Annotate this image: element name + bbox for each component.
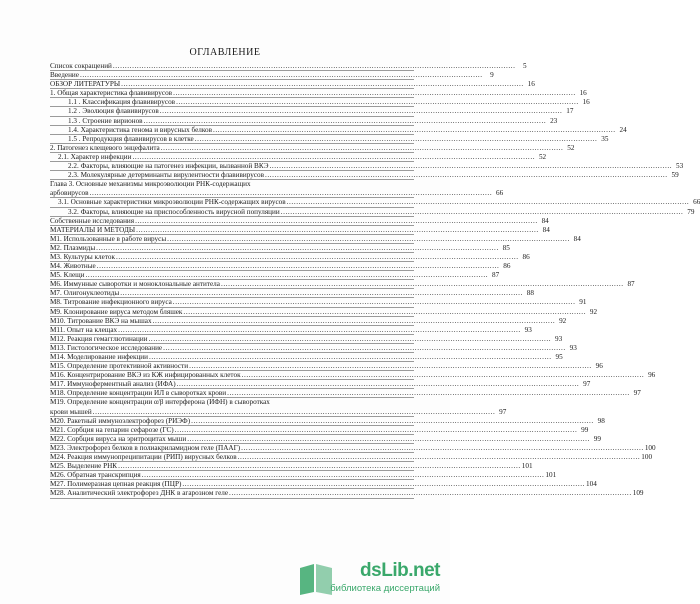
toc-entry-page: 93 bbox=[555, 334, 563, 343]
toc-entry bbox=[50, 80, 535, 89]
toc-entry-title: M24. Реакция иммунопреципитации (РИП) вирусных белков bbox=[50, 453, 237, 462]
toc-leader-dots bbox=[116, 253, 519, 262]
toc-leader-dots bbox=[86, 271, 489, 280]
toc-entry bbox=[50, 316, 567, 326]
toc-entry bbox=[50, 434, 601, 444]
toc-entry-title: M26. Обратная транскрипция bbox=[50, 471, 141, 480]
toc-entry bbox=[50, 234, 581, 244]
toc-entry-page: 93 bbox=[524, 325, 532, 334]
toc-entry-page: 101 bbox=[521, 462, 533, 471]
toc-entry-title: M21. Сорбция на гепарин сефарозе (ГС) bbox=[50, 425, 174, 434]
table-of-contents bbox=[50, 62, 700, 499]
toc-leader-dots bbox=[213, 126, 616, 135]
toc-entry bbox=[50, 98, 590, 107]
toc-entry-title: M4. Животные bbox=[50, 262, 96, 271]
toc-entry-title: арбовирусов bbox=[50, 189, 89, 198]
toc-entry bbox=[50, 107, 574, 116]
toc-entry-page: 16 bbox=[579, 89, 587, 98]
toc-entry-title: M13. Гистологическое исследование bbox=[50, 343, 163, 352]
toc-entry bbox=[50, 207, 695, 217]
toc-leader-dots bbox=[182, 480, 585, 489]
toc-entry-page: 96 bbox=[648, 371, 656, 380]
toc-entry-title: 1.5 . Репродукция флавивирусов в клетке bbox=[68, 134, 194, 143]
toc-entry-title: Введение bbox=[50, 71, 79, 80]
toc-leader-dots bbox=[173, 89, 576, 98]
toc-leader-dots bbox=[93, 408, 496, 417]
toc-entry bbox=[50, 362, 603, 371]
toc-entry-title: M20. Ракетный иммуноэлектрофорез (РИЭФ) bbox=[50, 416, 191, 425]
toc-entry-page: 59 bbox=[671, 171, 679, 180]
toc-leader-dots bbox=[121, 80, 524, 89]
toc-entry-page: 5 bbox=[522, 62, 527, 70]
toc-entry-title: M28. Аналитический электрофорез ДНК в агарозном геле bbox=[50, 489, 229, 498]
toc-entry bbox=[50, 162, 684, 171]
toc-entry bbox=[50, 371, 656, 380]
toc-leader-dots bbox=[238, 453, 641, 462]
toc-entry bbox=[50, 171, 679, 180]
toc-entry-title: 1.3 . Строение вирионов bbox=[68, 116, 143, 125]
toc-leader-dots bbox=[80, 71, 483, 80]
watermark-subtitle: библиотека диссертаций bbox=[330, 583, 440, 594]
toc-leader-dots bbox=[167, 235, 570, 244]
toc-leader-dots bbox=[265, 171, 668, 180]
toc-entry bbox=[50, 398, 414, 407]
toc-entry-page: 96 bbox=[595, 362, 603, 371]
toc-entry-page: 88 bbox=[526, 289, 534, 298]
toc-entry-page: 101 bbox=[545, 471, 557, 480]
toc-leader-dots bbox=[177, 380, 580, 389]
toc-leader-dots bbox=[229, 489, 632, 498]
toc-leader-dots bbox=[90, 189, 493, 198]
toc-entry-title: M23. Электрофорез белков в полиакриламидном геле (ПААГ) bbox=[50, 443, 241, 452]
toc-entry-page: 109 bbox=[632, 489, 644, 498]
toc-entry bbox=[50, 116, 558, 126]
toc-leader-dots bbox=[287, 198, 690, 207]
toc-entry-page: 99 bbox=[581, 425, 589, 434]
toc-entry-title: M11. Опыт на клещах bbox=[50, 325, 118, 334]
toc-leader-dots bbox=[173, 298, 576, 307]
toc-leader-dots bbox=[242, 371, 645, 380]
toc-leader-dots bbox=[136, 226, 539, 235]
toc-entry-title: M3. Культуры клеток bbox=[50, 252, 115, 261]
toc-entry-page: 85 bbox=[502, 243, 510, 252]
toc-leader-dots bbox=[281, 208, 684, 217]
toc-entry bbox=[50, 289, 534, 298]
toc-leader-dots bbox=[195, 135, 598, 144]
toc-entry bbox=[50, 134, 609, 144]
toc-entry-title: Собственные исследования bbox=[50, 216, 135, 225]
toc-entry-title: 2.1. Характер инфекции bbox=[58, 152, 132, 161]
toc-entry-page: 35 bbox=[601, 134, 609, 143]
toc-leader-dots bbox=[241, 444, 644, 453]
toc-leader-dots bbox=[153, 317, 556, 326]
toc-entry-title: 1.2 . Эволюция флавивирусов bbox=[68, 107, 159, 116]
toc-entry-title: M27. Полимеразная цепная реакция (ПЦР) bbox=[50, 480, 182, 489]
toc-leader-dots bbox=[163, 344, 566, 353]
toc-entry-title: Список сокращений bbox=[50, 62, 112, 70]
toc-entry-page: 16 bbox=[527, 80, 535, 89]
toc-entry-title: M22. Сорбция вируса на эритроцитах мыши bbox=[50, 434, 187, 443]
toc-leader-dots bbox=[113, 62, 516, 71]
toc-leader-dots bbox=[175, 426, 578, 435]
toc-entry-page: 53 bbox=[675, 162, 684, 171]
toc-entry bbox=[50, 407, 507, 417]
toc-leader-dots bbox=[149, 335, 552, 344]
toc-entry-title: 2.2. Факторы, влияющие на патогенез инфекции, вызванной ВКЭ bbox=[68, 162, 269, 171]
toc-entry-title: M25. Выделение РНК bbox=[50, 462, 118, 471]
toc-leader-dots bbox=[176, 98, 579, 107]
toc-leader-dots bbox=[227, 389, 630, 398]
toc-entry-page: 99 bbox=[593, 434, 601, 443]
toc-entry-page: 84 bbox=[542, 225, 550, 234]
toc-entry-title: 2.3. Молекулярные детерминанты вирулентности флавивирусов bbox=[68, 171, 264, 180]
toc-entry bbox=[50, 471, 557, 480]
toc-entry bbox=[50, 380, 591, 389]
toc-entry-page: 93 bbox=[569, 343, 577, 352]
toc-entry-page: 91 bbox=[579, 298, 587, 307]
toc-leader-dots bbox=[187, 435, 590, 444]
toc-entry-title: 3.2. Факторы, влияющие на приспособленность вирусной популяции bbox=[68, 207, 280, 216]
toc-entry-title: M10. Титрование ВКЭ на мышах bbox=[50, 316, 152, 325]
toc-entry bbox=[50, 71, 494, 80]
toc-entry-page: 87 bbox=[492, 271, 500, 280]
toc-entry-title: M7. Олигонуклеотиды bbox=[50, 289, 120, 298]
toc-entry-title: M8. Титрование инфекционного вируса bbox=[50, 298, 172, 307]
toc-entry bbox=[50, 198, 700, 207]
toc-entry bbox=[50, 125, 627, 135]
watermark bbox=[290, 560, 440, 596]
toc-entry bbox=[50, 62, 527, 71]
toc-leader-dots bbox=[191, 417, 594, 426]
toc-leader-dots bbox=[269, 162, 672, 171]
toc-entry bbox=[50, 271, 500, 280]
toc-entry-title: 1.4. Характеристика генома и вирусных белков bbox=[68, 125, 212, 134]
toc-entry-page: 52 bbox=[538, 152, 547, 161]
toc-entry bbox=[50, 462, 533, 471]
toc-entry-page: 84 bbox=[541, 216, 549, 225]
toc-leader-dots bbox=[118, 462, 521, 471]
toc-entry-page: 92 bbox=[589, 307, 598, 316]
toc-entry-title: Глава 3. Основные механизмы микроэволюции РНК-содержащих bbox=[50, 180, 251, 189]
toc-entry-page: 17 bbox=[566, 107, 574, 116]
toc-entry-page: 24 bbox=[619, 125, 627, 134]
toc-entry bbox=[50, 416, 605, 426]
toc-leader-dots bbox=[142, 471, 545, 480]
toc-leader-dots bbox=[118, 326, 521, 335]
toc-entry bbox=[50, 443, 656, 453]
toc-entry-page: 104 bbox=[586, 480, 597, 489]
toc-entry-title: M19. Определение концентрации α/β интерферона (ИФН) в сыворотках bbox=[50, 398, 270, 407]
toc-entry-title: 2. Патогенез клещевого энцефалита bbox=[50, 143, 160, 152]
toc-entry-page: 100 bbox=[644, 443, 656, 452]
toc-entry-title: 1.1 . Классификация флавивирусов bbox=[68, 98, 176, 107]
toc-entry bbox=[50, 425, 589, 435]
toc-leader-dots bbox=[132, 153, 535, 162]
toc-leader-dots bbox=[96, 244, 499, 253]
toc-leader-dots bbox=[149, 353, 552, 362]
toc-entry bbox=[50, 325, 532, 335]
toc-entry-page: 98 bbox=[597, 416, 605, 425]
toc-leader-dots bbox=[135, 217, 538, 226]
toc-leader-dots bbox=[221, 280, 624, 289]
toc-leader-dots bbox=[97, 262, 500, 271]
toc-entry bbox=[50, 189, 504, 198]
toc-entry-page: 97 bbox=[633, 389, 641, 398]
toc-entry-title: M14. Моделирование инфекции bbox=[50, 353, 148, 361]
toc-entry-page: 23 bbox=[550, 116, 558, 125]
toc-entry-page: 9 bbox=[490, 71, 494, 80]
toc-entry bbox=[50, 453, 653, 462]
toc-entry-page: 66 bbox=[693, 198, 700, 207]
toc-entry-title: МАТЕРИАЛЫ И МЕТОДЫ bbox=[50, 225, 136, 234]
toc-entry-title: M6. Иммунные сыворотки и моноклональные антитела bbox=[50, 280, 220, 289]
toc-entry-page: 16 bbox=[582, 98, 590, 107]
toc-entry-title: M1. Использованные в работе вирусы bbox=[50, 234, 167, 243]
toc-leader-dots bbox=[161, 144, 564, 153]
toc-entry bbox=[50, 262, 511, 271]
toc-entry bbox=[50, 243, 510, 253]
toc-entry bbox=[50, 225, 550, 235]
toc-entry-page: 79 bbox=[687, 207, 695, 216]
toc-entry bbox=[50, 480, 597, 489]
toc-entry bbox=[50, 143, 575, 153]
toc-entry-page: 86 bbox=[522, 252, 530, 261]
page-title: ОГЛАВЛЕНИЕ bbox=[189, 47, 261, 58]
toc-entry bbox=[50, 298, 587, 307]
toc-leader-dots bbox=[183, 308, 586, 317]
toc-entry bbox=[50, 89, 587, 98]
toc-entry-page: 92 bbox=[559, 316, 567, 325]
toc-leader-dots bbox=[189, 362, 592, 371]
toc-entry-page: 100 bbox=[641, 453, 653, 462]
toc-entry-page: 97 bbox=[583, 380, 591, 389]
toc-entry bbox=[50, 152, 547, 162]
toc-entry-title: M2. Плазмиды bbox=[50, 243, 96, 252]
toc-entry bbox=[50, 307, 598, 317]
toc-entry bbox=[50, 280, 635, 289]
toc-entry bbox=[50, 252, 530, 262]
toc-entry-page: 84 bbox=[573, 234, 581, 243]
toc-entry-title: M12. Реакция гемагглютинации bbox=[50, 334, 148, 343]
toc-entry-page: 97 bbox=[499, 407, 507, 416]
toc-leader-dots bbox=[144, 117, 547, 126]
toc-entry bbox=[50, 343, 577, 353]
toc-entry-title: M17. Иммуноферментный анализ (ИФА) bbox=[50, 380, 176, 389]
toc-entry-page: 86 bbox=[503, 262, 511, 271]
toc-entry bbox=[50, 389, 641, 398]
toc-entry bbox=[50, 353, 563, 362]
book-logo-icon bbox=[298, 562, 334, 596]
toc-entry bbox=[50, 216, 549, 226]
toc-entry bbox=[50, 334, 563, 344]
toc-entry-title: 3.1. Основные характеристики микроэволюции РНК-содержащих вирусов bbox=[58, 198, 286, 207]
toc-entry-title: M15. Определение протективной активности bbox=[50, 362, 189, 371]
toc-entry-title: 1. Общая характеристика флавивирусов bbox=[50, 89, 173, 98]
toc-entry-page: 87 bbox=[627, 280, 635, 289]
toc-entry-title: M16. Концентрирование ВКЭ из КЖ инфицированных клеток bbox=[50, 371, 241, 380]
toc-entry-title: M18. Определение концентрации ИЛ в сыворотках крови bbox=[50, 389, 227, 398]
toc-entry-page: 95 bbox=[555, 353, 563, 361]
toc-entry-title: крови мышей bbox=[50, 407, 92, 416]
toc-entry bbox=[50, 489, 644, 498]
toc-leader-dots bbox=[160, 107, 563, 116]
toc-entry-title: M9. Клонирование вируса методом бляшек bbox=[50, 307, 183, 316]
toc-entry-page: 66 bbox=[496, 189, 504, 198]
toc-entry-page: 52 bbox=[567, 143, 575, 152]
toc-entry bbox=[50, 180, 414, 189]
toc-entry-title: M5. Клещи bbox=[50, 271, 85, 280]
watermark-logo: dsLib.net bbox=[360, 560, 440, 581]
toc-entry-title: ОБЗОР ЛИТЕРАТУРЫ bbox=[50, 80, 121, 89]
toc-leader-dots bbox=[120, 289, 523, 298]
